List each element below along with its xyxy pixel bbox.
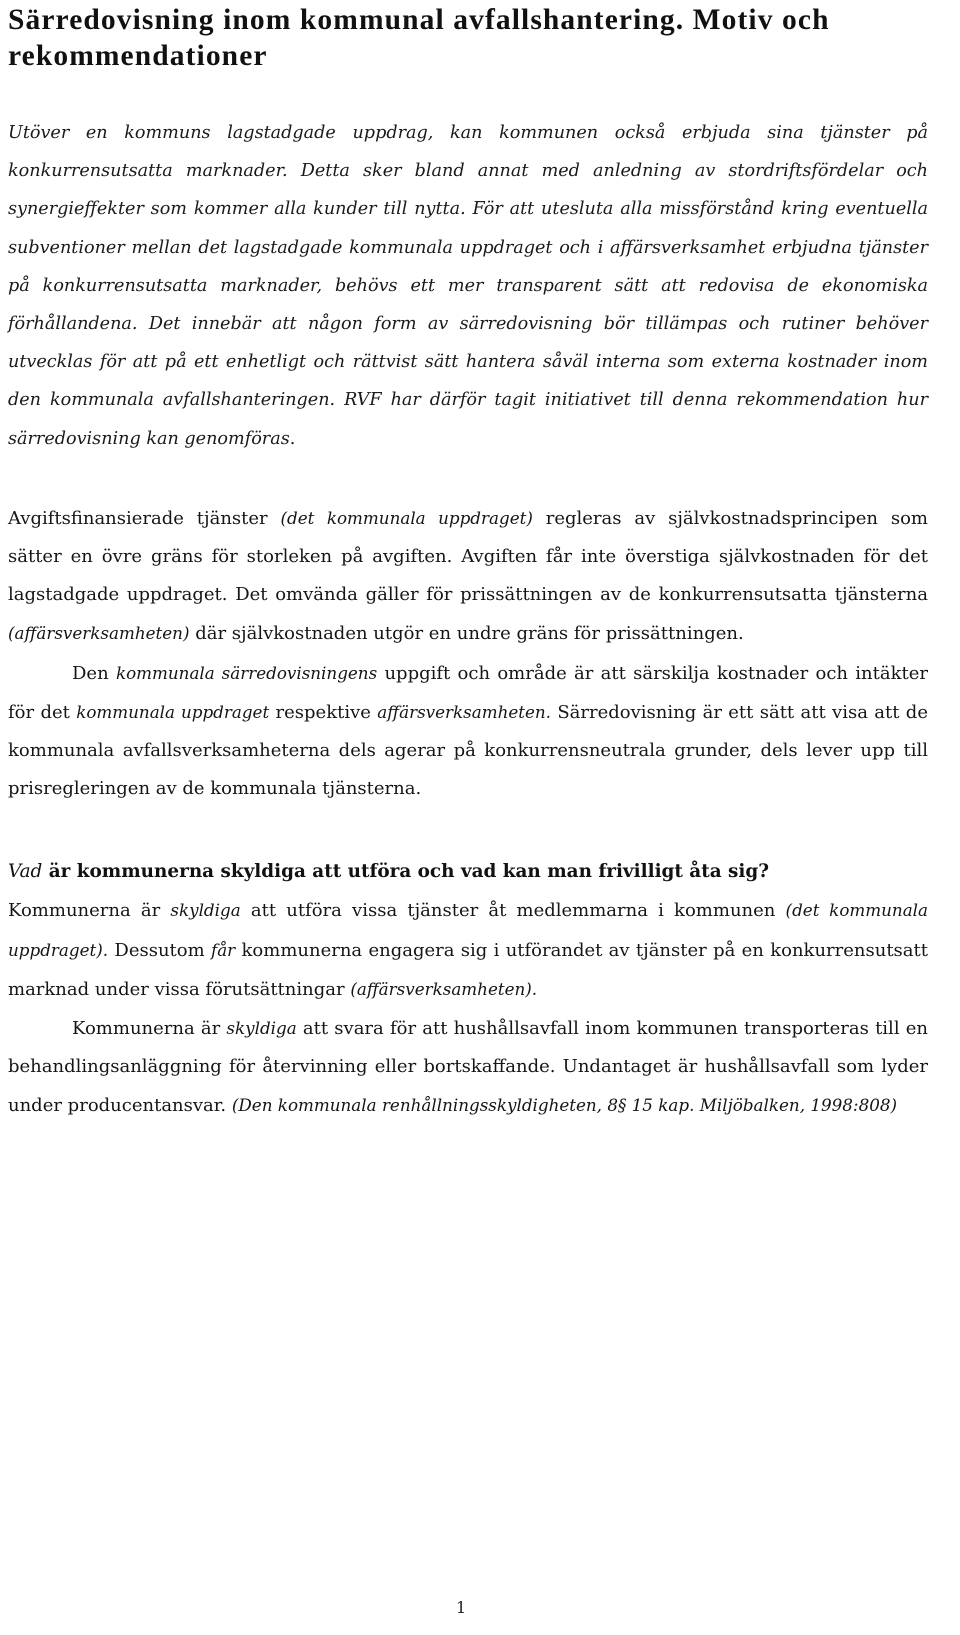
- emphasis-text: kommunala särredovisningens: [115, 662, 378, 683]
- emphasis-text: (det kommunala uppdraget).: [8, 900, 928, 960]
- text-run: Dessutom: [108, 939, 212, 961]
- text-run: Kommunerna är: [8, 900, 171, 922]
- document-page: [8, 0, 928, 1126]
- text-run: uppgift och område är att särskilja kostnader och intäkter för det: [8, 662, 929, 723]
- text-run: Den: [72, 662, 116, 684]
- emphasis-text: (affärsverksamheten).: [350, 978, 538, 999]
- paragraph-municipal-obligations: [8, 891, 928, 1009]
- emphasis-text: (det kommunala uppdraget): [280, 507, 533, 528]
- text-run: Avgiftsfinansierade tjänster: [8, 507, 281, 529]
- heading-first-word: Vad: [8, 861, 43, 883]
- emphasis-text: skyldiga: [226, 1018, 297, 1039]
- emphasis-text: kommunala uppdraget: [76, 701, 270, 722]
- text-run: att utföra vissa tjänster åt medlemmarna i kommunen: [240, 900, 786, 922]
- text-run: Särredovisning är ett sätt att visa att de kommunala avfallsverksamheterna dels agerar på konkurrensneutrala grunder, dels lever upp till prisregleringen av de kommunala tjänsterna.: [8, 701, 928, 800]
- text-run: regleras av självkostnadsprincipen som sätter en övre gräns för storleken på avgiften. Avgiften får inte överstiga självkostnaden för det lagstadgade uppdraget. Det omvända gäller för prissättningen av de konkurrensutsatta tjänsterna: [8, 507, 928, 606]
- text-run: Kommunerna är: [72, 1018, 227, 1040]
- text-run: kommunerna engagera sig i utförandet av tjänster på en konkurrensutsatt marknad under vissa förutsättningar: [8, 939, 928, 1000]
- document-title: Särredovisning inom kommunal avfallshantering. Motiv och rekommendationer: [8, 4, 830, 72]
- emphasis-text: skyldiga: [170, 900, 241, 921]
- heading-rest: är kommunerna skyldiga att utföra och vad kan man frivilligt åta sig?: [42, 861, 770, 883]
- paragraph-separate-accounting-purpose: [8, 654, 928, 809]
- text-run: respektive: [269, 701, 378, 723]
- emphasis-text: affärsverksamheten.: [377, 701, 551, 722]
- emphasis-text: (affärsverksamheten): [8, 623, 190, 644]
- page-number: 1: [456, 1598, 467, 1617]
- paragraph-self-cost-principle: [8, 499, 928, 654]
- emphasis-text: (Den kommunala renhållningsskyldigheten, 8§ 15 kap. Miljöbalken, 1998:808): [231, 1095, 898, 1116]
- emphasis-text: får: [211, 939, 236, 960]
- text-run: där självkostnaden utgör en undre gräns för prissättningen.: [189, 623, 744, 645]
- paragraph-household-waste: [8, 1009, 928, 1126]
- section-heading: [8, 853, 928, 891]
- intro-paragraph: Utöver en kommuns lagstadgade uppdrag, kan kommunen också erbjuda sina tjänster på konkurrensutsatta marknader. Detta sker bland annat med anledning av stordriftsfördelar och synergieffekter som kommer alla kunder till nytta. För att utesluta alla missförstånd kring eventuella subventioner mellan det lagstadgade kommunala uppdraget och i affärsverksamhet erbjudna tjänster på konkurrensutsatta marknader, behövs ett mer transparent sätt att redovisa de ekonomiska förhållandena. Det innebär att någon form av särredovisning bör tillämpas och rutiner behöver utvecklas för att på ett enhetligt och rättvist sätt hantera såväl interna som externa kostnader inom den kommunala avfallshanteringen. RVF har därför tagit initiativet till denna rekommendation hur särredovisning kan genomföras.: [8, 123, 928, 449]
- text-run: att svara för att hushållsavfall inom kommunen transporteras till en behandlingsanläggning för återvinning eller bortskaffande. Undantaget är hushållsavfall som lyder under producentansvar.: [8, 1018, 929, 1117]
